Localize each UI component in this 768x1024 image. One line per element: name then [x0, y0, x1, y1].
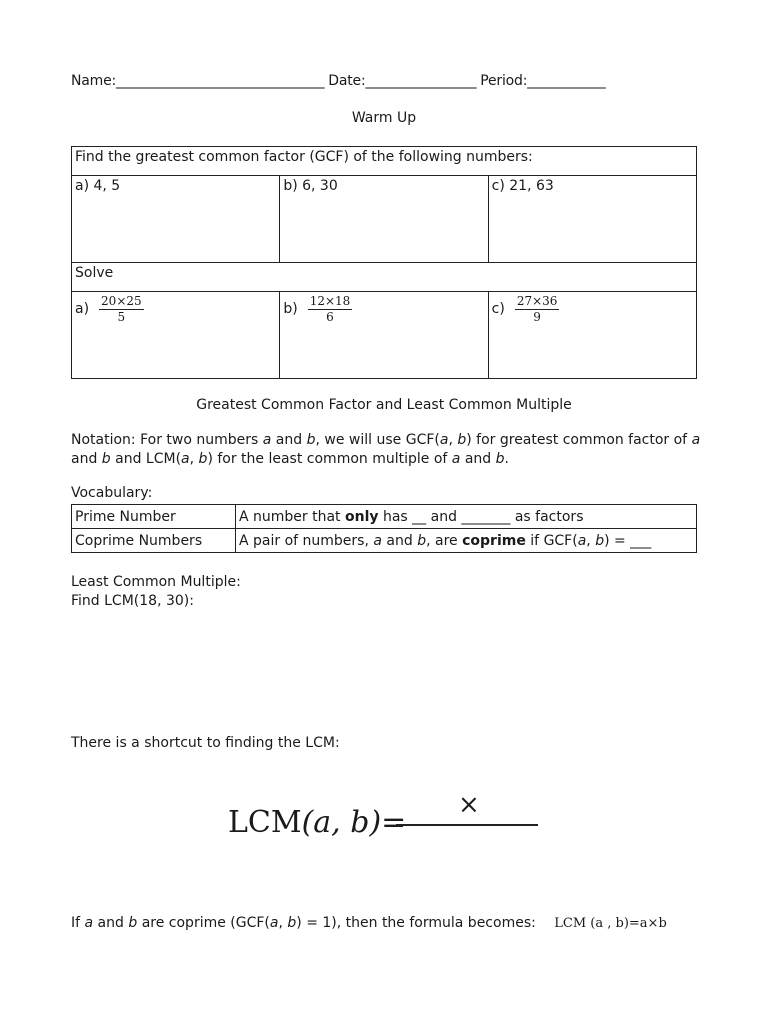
var-b: b: [128, 915, 138, 931]
lcm-find-prompt: Find LCM(18, 30):: [71, 593, 194, 609]
period-blank[interactable]: ____________: [527, 73, 606, 89]
notation-text: , we will use GCF(: [315, 432, 440, 448]
solve-b-numerator: 12×18: [309, 293, 351, 308]
var-b: b: [198, 451, 208, 467]
vocab-row-prime: [72, 505, 697, 529]
lcm-label: Least Common Multiple:: [71, 574, 241, 590]
section-title: Greatest Common Factor and Least Common Multiple: [196, 397, 572, 413]
def-text: and: [381, 532, 418, 549]
solve-c-numerator: 27×36: [516, 293, 558, 308]
vocab-term: Prime Number: [72, 505, 236, 529]
def-text: A pair of numbers,: [239, 532, 374, 549]
shortcut-text: There is a shortcut to finding the LCM:: [71, 735, 340, 751]
var-b: b: [457, 432, 467, 448]
gcf-item-c: c) 21, 63: [488, 176, 696, 263]
solve-a-numerator: 20×25: [101, 293, 142, 308]
solve-b-label: b): [283, 301, 298, 317]
notation-line-2: [71, 450, 701, 469]
warmup-title: Warm Up: [351, 110, 417, 126]
formula-equals: =: [381, 805, 407, 840]
notation-text: and: [71, 451, 102, 467]
formula-times-sign: ×: [458, 790, 480, 820]
var-a: a: [269, 915, 279, 931]
notation-text: and LCM(: [110, 451, 182, 467]
date-blank[interactable]: _________________: [365, 73, 476, 89]
solve-c-denominator: 9: [533, 309, 541, 324]
gcf-item-a: a) 4, 5: [72, 176, 280, 263]
var-a: a: [691, 432, 701, 448]
notation-text: ,: [448, 432, 458, 448]
note-text: ,: [278, 915, 288, 931]
name-blank[interactable]: ________________________________: [116, 73, 325, 89]
solve-item-b: [280, 292, 488, 379]
def-text: ) = ___: [604, 532, 652, 549]
notation-text: .: [504, 451, 509, 467]
solve-label: Solve: [72, 263, 697, 292]
vocab-definition: [236, 505, 697, 529]
lcm-formula: [228, 803, 406, 843]
solve-a-fraction: [99, 294, 144, 325]
solve-b-denominator: 6: [326, 309, 334, 324]
def-text: ,: [586, 532, 596, 549]
notation-text: ) for greatest common factor of: [466, 432, 692, 448]
var-b: b: [417, 532, 427, 549]
def-text: , are: [426, 532, 463, 549]
var-a: a: [84, 915, 94, 931]
lcm-section: [71, 573, 241, 611]
var-a: a: [451, 451, 461, 467]
formula-lhs: LCM: [228, 805, 302, 840]
gcf-prompt: Find the greatest common factor (GCF) of the following numbers:: [72, 147, 697, 176]
formula-args: (a, b): [301, 805, 382, 840]
solve-item-a: [72, 292, 280, 379]
coprime-formula: LCM (a , b)=a×b: [554, 916, 667, 931]
note-text: are coprime (GCF(: [137, 915, 270, 931]
header-line: [71, 73, 605, 89]
notation-line-1: [71, 431, 701, 450]
vocabulary-label: Vocabulary:: [71, 485, 153, 501]
var-b: b: [287, 915, 297, 931]
notation-paragraph: [71, 431, 701, 469]
def-bold: coprime: [462, 532, 526, 549]
var-b: b: [306, 432, 316, 448]
var-a: a: [262, 432, 272, 448]
def-text: if GCF(: [525, 532, 578, 549]
solve-b-fraction: [308, 294, 353, 325]
warmup-table: [71, 146, 697, 379]
solve-a-label: a): [75, 301, 90, 317]
def-bold: only: [345, 508, 379, 525]
var-b: b: [101, 451, 111, 467]
solve-c-label: c): [491, 301, 505, 317]
notation-text: ) for the least common multiple of: [207, 451, 452, 467]
var-a: a: [373, 532, 382, 549]
var-a: a: [181, 451, 190, 467]
solve-item-c: [488, 292, 696, 379]
note-text: If: [71, 915, 85, 931]
notation-text: and: [271, 432, 307, 448]
var-b: b: [595, 532, 605, 549]
period-label: Period:: [480, 73, 528, 89]
var-a: a: [439, 432, 449, 448]
coprime-note: [71, 915, 667, 931]
var-b: b: [495, 451, 505, 467]
def-text: A number that: [239, 508, 345, 525]
name-label: Name:: [71, 73, 117, 89]
note-text: and: [93, 915, 129, 931]
solve-a-denominator: 5: [117, 309, 126, 324]
date-label: Date:: [328, 73, 366, 89]
gcf-item-b: b) 6, 30: [280, 176, 488, 263]
notation-text: Notation: For two numbers: [71, 432, 263, 448]
var-a: a: [577, 532, 587, 549]
vocab-row-coprime: [72, 529, 697, 553]
solve-c-fraction: [515, 294, 560, 325]
formula-fraction-bar: [396, 824, 538, 826]
notation-text: ,: [189, 451, 199, 467]
def-text: has __ and _______ as factors: [378, 508, 584, 525]
vocabulary-table: [71, 504, 697, 553]
notation-text: and: [460, 451, 496, 467]
note-text: ) = 1), then the formula becomes:: [296, 915, 536, 931]
vocab-term: Coprime Numbers: [72, 529, 236, 553]
vocab-definition: [236, 529, 697, 553]
